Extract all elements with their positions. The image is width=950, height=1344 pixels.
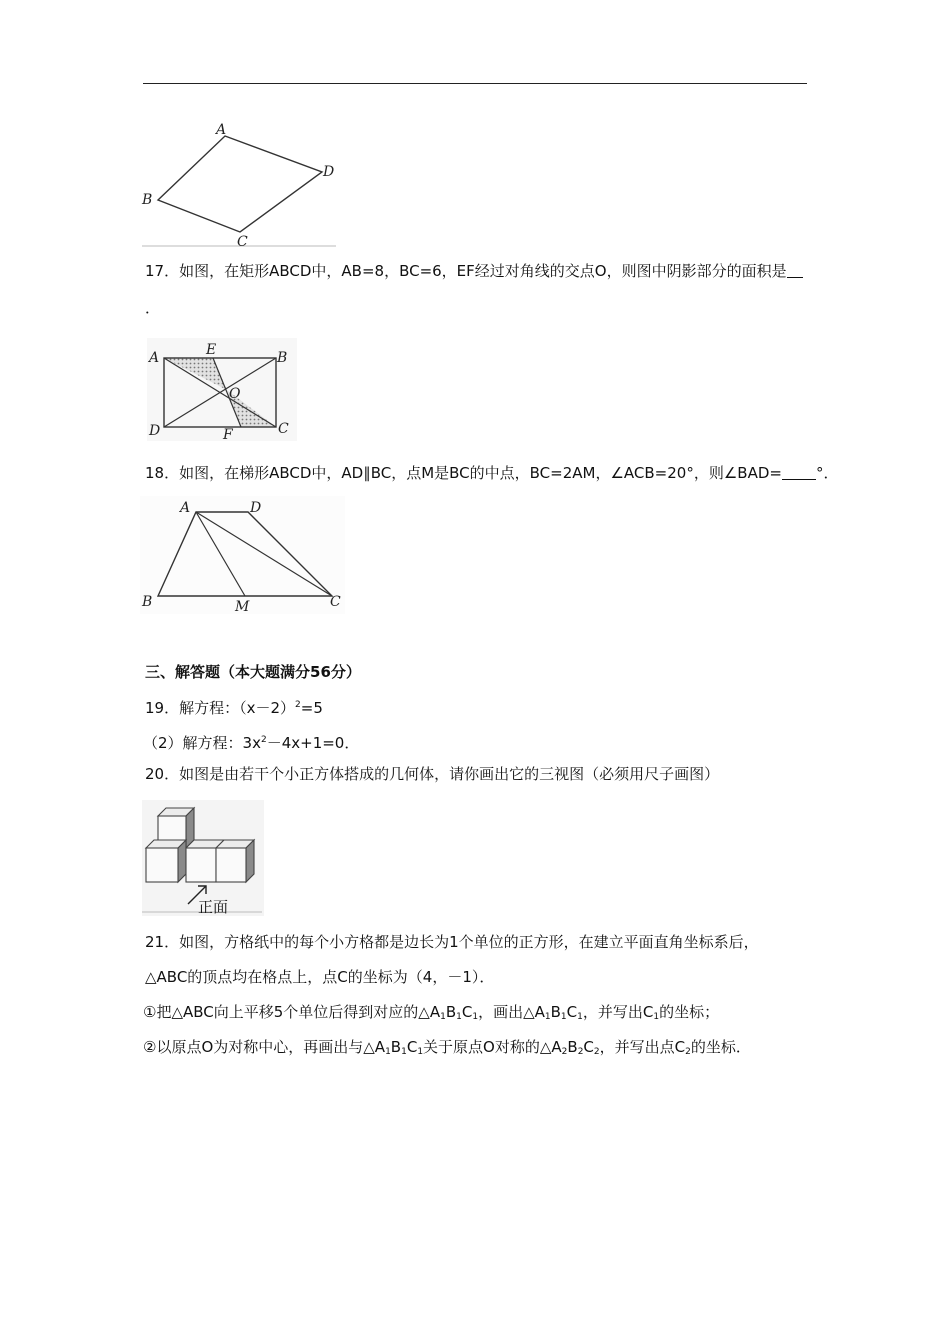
q17-text	[145, 261, 803, 281]
q19-prefix: 19．解方程：（x－2）	[145, 699, 296, 717]
q18-stem: 18．如图，在梯形ABCD中，AD∥BC，点M是BC的中点，BC=2AM，∠ACB=20°，则∠BAD=	[145, 464, 782, 482]
q21-item1-b: ，画出△A	[478, 1003, 545, 1021]
letter-c: C	[583, 1038, 594, 1056]
rhombus-shape	[158, 136, 322, 232]
trap-label-b: B	[142, 594, 153, 610]
cube-right-sideface	[246, 840, 254, 882]
trap-label-m: M	[235, 599, 250, 614]
rect-label-c: C	[278, 421, 289, 437]
q21-item2-d: 的坐标．	[690, 1038, 751, 1056]
letter-b: B	[567, 1038, 578, 1056]
cube-mid-front	[186, 848, 216, 882]
rect-label-d: D	[149, 423, 161, 439]
q19-exponent: 2	[295, 700, 301, 710]
q19-text	[145, 695, 323, 718]
sub: 1	[560, 1012, 567, 1022]
q18-answer-blank	[782, 465, 816, 480]
letter-b: B	[390, 1038, 402, 1056]
q21-item1-d: 的坐标；	[659, 1003, 720, 1021]
rhombus-label-a: A	[216, 122, 227, 138]
trap-label-d: D	[250, 500, 262, 516]
sub: 2	[577, 1047, 584, 1057]
sub: 1	[653, 1012, 660, 1022]
q17-answer-blank	[787, 263, 803, 278]
letter-c: C	[461, 1003, 473, 1021]
trap-label-a: A	[180, 500, 191, 516]
q21-item2-c: ，并写出点C	[599, 1038, 686, 1056]
sub: 2	[561, 1047, 568, 1057]
q21-item1-a: ①把△ABC向上平移5个单位后得到对应的△A	[143, 1003, 441, 1021]
sub: 1	[440, 1012, 446, 1022]
sub: 1	[577, 1012, 583, 1022]
sub: 2	[593, 1047, 600, 1057]
letter-c: C	[566, 1003, 578, 1021]
rect-label-b: B	[277, 350, 288, 366]
sub: 1	[417, 1047, 424, 1057]
trapezoid-figure	[140, 496, 345, 614]
sub: 1	[456, 1012, 462, 1022]
rect-label-f: F	[223, 427, 233, 443]
sub: 1	[401, 1047, 407, 1057]
cube-left-front	[146, 848, 178, 882]
q17-tail: ．	[145, 299, 161, 317]
q18-tail: °．	[815, 464, 839, 482]
q21-item1	[143, 1002, 719, 1027]
sub: 2	[685, 1047, 691, 1057]
q18-text	[145, 463, 838, 483]
q21-item2-b: 关于原点O对称的△A	[423, 1038, 562, 1056]
q19-part2-suffix: －4x+1=0．	[266, 734, 360, 752]
rhombus-label-d: D	[323, 164, 335, 180]
rect-label-e: E	[206, 342, 217, 358]
sub: 1	[544, 1012, 551, 1022]
q21-line1: 21．如图，方格纸中的每个小方格都是边长为1个单位的正方形，在建立平面直角坐标系后，	[145, 933, 759, 951]
rhombus-label-c: C	[237, 234, 248, 250]
sub: 1	[385, 1047, 391, 1057]
rhombus-label-b: B	[142, 192, 153, 208]
cubes-figure	[142, 800, 264, 916]
rectangle-figure	[145, 338, 300, 443]
q17-stem: 17．如图，在矩形ABCD中，AB=8，BC=6，EF经过对角线的交点O，则图中阴影部分的面积是	[145, 262, 787, 280]
q21-item1-c: ，并写出C	[582, 1003, 654, 1021]
q21-item2-a: ②以原点O为对称中心，再画出与△A	[143, 1038, 386, 1056]
cube-right-front	[216, 848, 246, 882]
q21-item2	[143, 1037, 751, 1062]
rhombus-figure	[140, 122, 340, 250]
q19-part2	[143, 730, 359, 753]
front-view-label: 正面	[198, 898, 229, 916]
rect-label-o: O	[229, 386, 241, 402]
letter-b: B	[445, 1003, 457, 1021]
trap-label-c: C	[330, 594, 341, 610]
sub: 1	[472, 1012, 479, 1022]
letter-b: B	[550, 1003, 561, 1021]
q20-text: 20．如图是由若干个小正方体搭成的几何体，请你画出它的三视图（必须用尺子画图）	[145, 765, 720, 783]
q19-part2-prefix: （2）解方程：3x	[143, 734, 261, 752]
q19-part2-exponent: 2	[260, 735, 267, 745]
q21-line2: △ABC的顶点均在格点上，点C的坐标为（4，－1）．	[145, 968, 495, 986]
rect-label-a: A	[149, 350, 160, 366]
letter-c: C	[406, 1038, 418, 1056]
section-heading: 三、解答题（本大题满分56分）	[145, 663, 361, 681]
header-rule	[143, 83, 807, 84]
q19-suffix: =5	[300, 699, 323, 717]
